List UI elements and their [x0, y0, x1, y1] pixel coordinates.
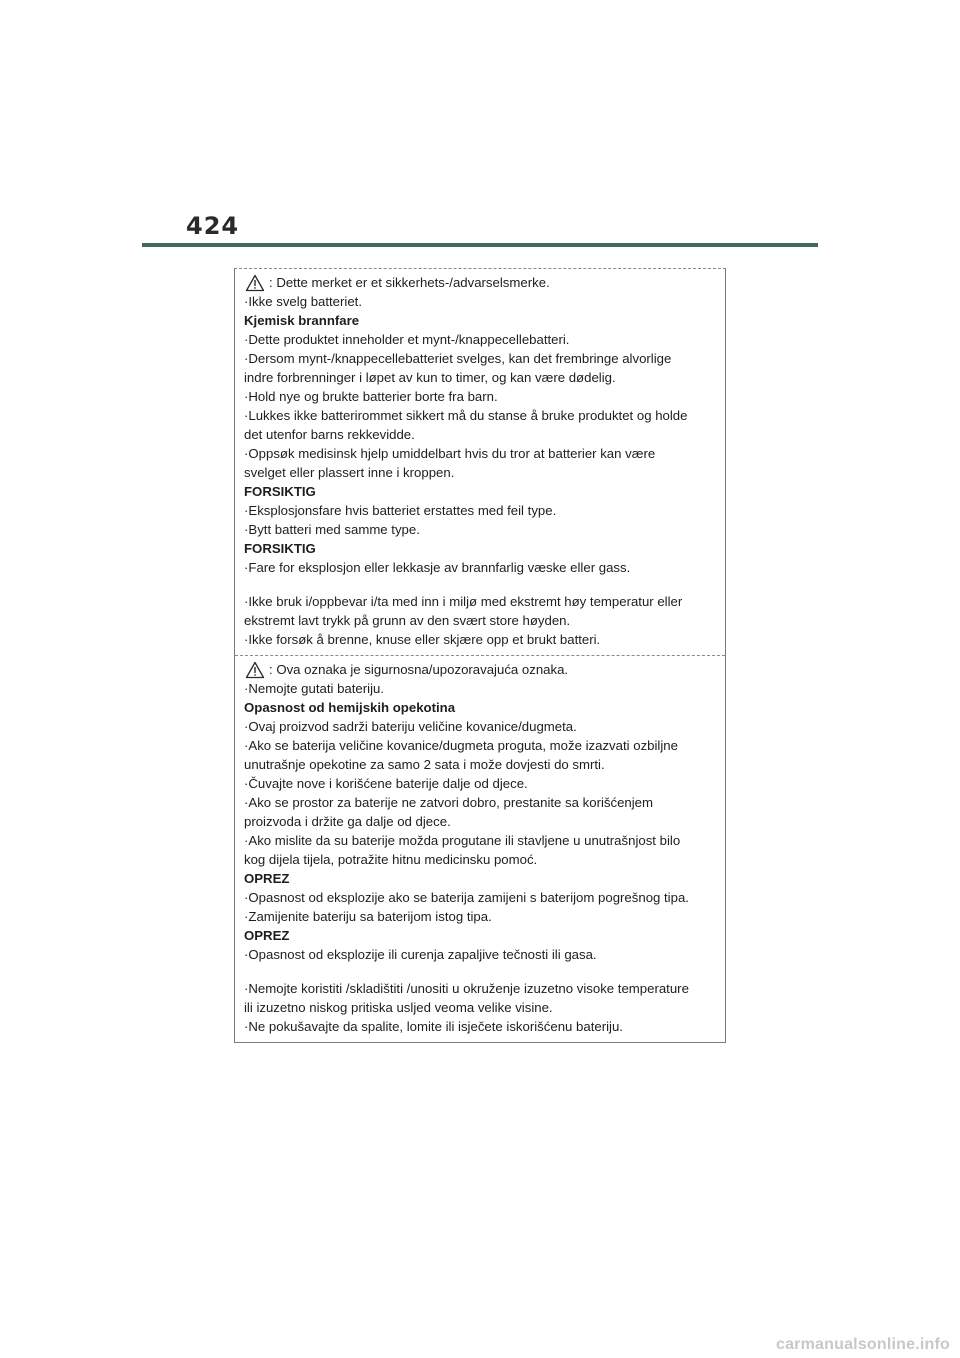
section-heading: FORSIKTIG — [244, 541, 316, 556]
text-line: ·Oppsøk medisinsk hjelp umiddelbart hvis du tror at batterier kan være — [244, 446, 656, 461]
text-line: ·Opasnost od eksplozije ili curenja zapaljive tečnosti ili gasa. — [244, 947, 597, 962]
text-line: ·Lukkes ikke batterirommet sikkert må du stanse å bruke produktet og holde — [244, 408, 688, 423]
text-line: det utenfor barns rekkevidde. — [244, 427, 415, 442]
text-line: indre forbrenninger i løpet av kun to timer, og kan være dødelig. — [244, 370, 616, 385]
text-line: ·Fare for eksplosjon eller lekkasje av brannfarlig væske eller gass. — [244, 560, 631, 575]
watermark-logo: carmanualsonline.info — [775, 1336, 950, 1353]
section-heading: FORSIKTIG — [244, 484, 316, 499]
warning-label: : Ova oznaka je sigurnosna/upozoravajuća oznaka. — [269, 662, 569, 677]
text-line: svelget eller plassert inne i kroppen. — [244, 465, 455, 480]
text-line: kog dijela tijela, potražite hitnu medicinsku pomoć. — [244, 852, 538, 867]
text-line: ·Dersom mynt-/knappecellebatteriet svelges, kan det frembringe alvorlige — [244, 351, 672, 366]
text-line: ·Ikke svelg batteriet. — [244, 294, 363, 309]
spacer — [244, 577, 725, 592]
warning-section — [235, 655, 725, 1042]
text-line: ·Ikke bruk i/oppbevar i/ta med inn i miljø med ekstremt høy temperatur eller — [244, 594, 683, 609]
page-number: 424 — [186, 212, 240, 240]
text-line: ·Ako mislite da su baterije možda progutane ili stavljene u unutrašnjost bilo — [244, 833, 681, 848]
warning-heading — [244, 660, 725, 679]
header-rule — [142, 243, 818, 247]
text-line: ·Hold nye og brukte batterier borte fra barn. — [244, 389, 498, 404]
warning-section — [235, 269, 725, 655]
warning-triangle-icon — [245, 661, 265, 679]
text-line: ·Zamijenite bateriju sa baterijom istog tipa. — [244, 909, 492, 924]
warning-triangle-icon — [245, 274, 265, 292]
text-line: ·Ikke forsøk å brenne, knuse eller skjære opp et brukt batteri. — [244, 632, 601, 647]
section-heading: OPREZ — [244, 928, 290, 943]
warning-heading — [244, 273, 725, 292]
section-heading: Kjemisk brannfare — [244, 313, 360, 328]
text-line: ·Ako se baterija veličine kovanice/dugmeta proguta, može izazvati ozbiljne — [244, 738, 678, 753]
text-line: ·Dette produktet inneholder et mynt-/knappecellebatteri. — [244, 332, 570, 347]
spacer — [244, 964, 725, 979]
section-heading: OPREZ — [244, 871, 290, 886]
text-line: ·Ne pokušavajte da spalite, lomite ili isječete iskorišćenu bateriju. — [244, 1019, 623, 1034]
text-line: ·Ako se prostor za baterije ne zatvori dobro, prestanite sa korišćenjem — [244, 795, 654, 810]
text-line: ·Opasnost od eksplozije ako se baterija zamijeni s baterijom pogrešnog tipa. — [244, 890, 689, 905]
text-line: ·Ovaj proizvod sadrži bateriju veličine kovanice/dugmeta. — [244, 719, 577, 734]
text-line: ·Čuvajte nove i korišćene baterije dalje od djece. — [244, 776, 528, 791]
text-line: ekstremt lavt trykk på grunn av den svært store høyden. — [244, 613, 571, 628]
text-line: ·Nemojte koristiti /skladištiti /unositi u okruženje izuzetno visoke temperature — [244, 981, 689, 996]
section-heading: Opasnost od hemijskih opekotina — [244, 700, 456, 715]
text-line: ·Bytt batteri med samme type. — [244, 522, 420, 537]
text-line: ili izuzetno niskog pritiska usljed veoma velike visine. — [244, 1000, 553, 1015]
warning-label: : Dette merket er et sikkerhets-/advarselsmerke. — [269, 275, 550, 290]
text-line: unutrašnje opekotine za samo 2 sata i može dovjesti do smrti. — [244, 757, 605, 772]
text-line: ·Nemojte gutati bateriju. — [244, 681, 385, 696]
battery-warning-box — [234, 268, 726, 1043]
text-line: proizvoda i držite ga dalje od djece. — [244, 814, 451, 829]
text-line: ·Eksplosjonsfare hvis batteriet erstattes med feil type. — [244, 503, 557, 518]
